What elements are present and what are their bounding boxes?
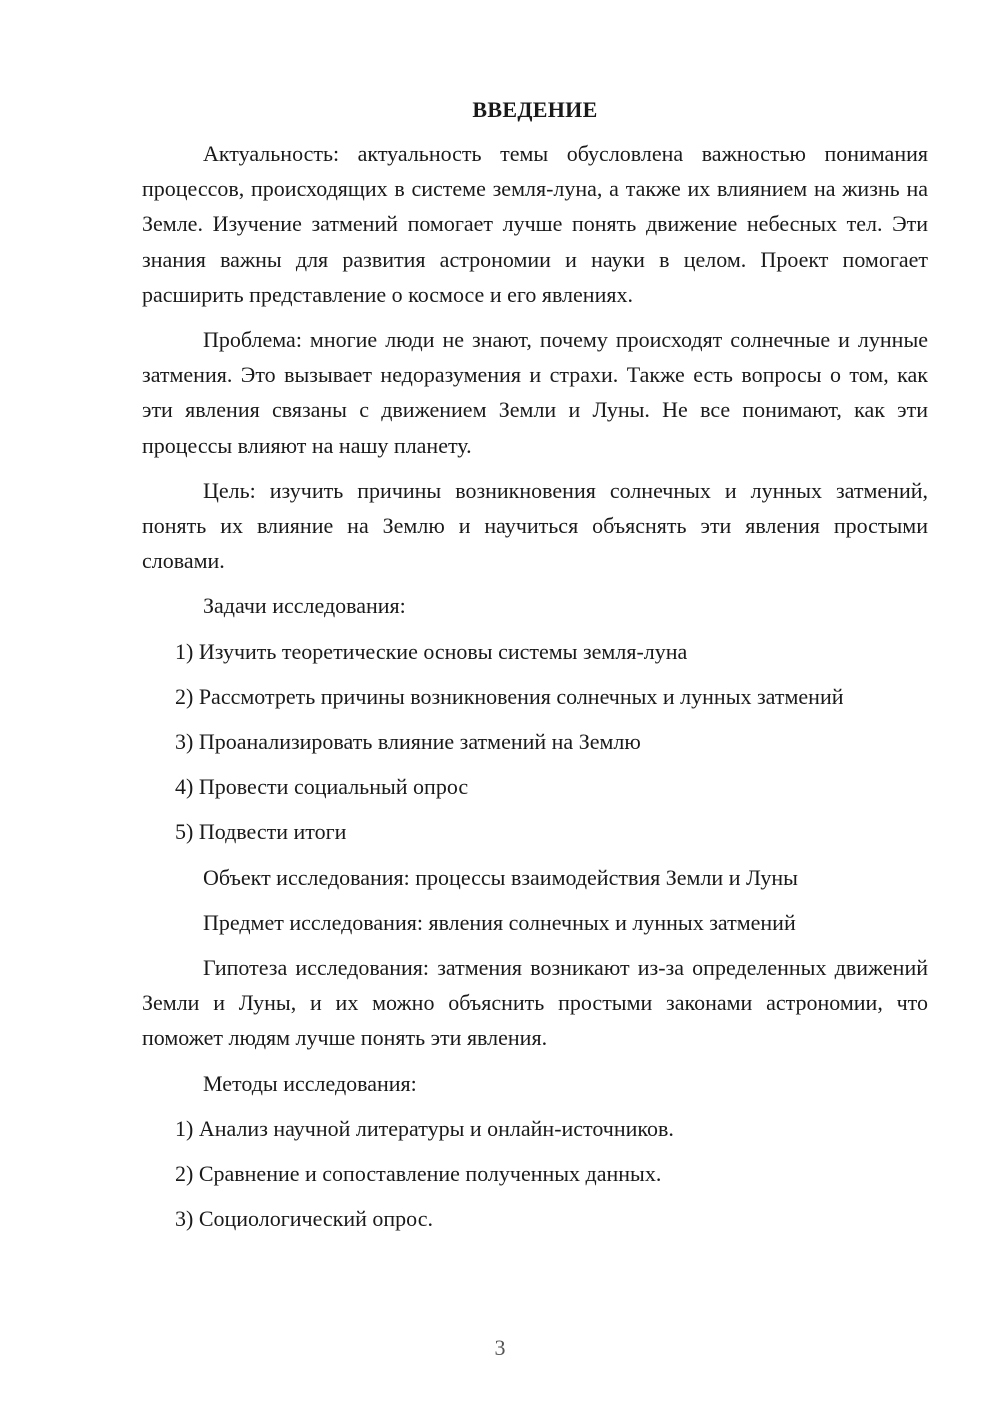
- problem-paragraph: Проблема: многие люди не знают, почему происходят солнечные и лунные затмения. Это вызывает недоразумения и страхи. Также есть вопросы о том, как эти явления связаны с движением Земли и Луны. Не все понимают, как эти процессы влияют на нашу планету.: [142, 327, 928, 458]
- relevance-paragraph: Актуальность: актуальность темы обусловлена важностью понимания процессов, происходящих в системе земля-луна, а также их влиянием на жизнь на Земле. Изучение затмений помогает лучше понять движение небесных тел. Эти знания важны для развития астрономии и науки в целом. Проект помогает расширить представление о космосе и его явлениях.: [142, 141, 928, 307]
- task-item: 5) Подвести итоги: [175, 819, 347, 845]
- page-number: 3: [494, 1335, 506, 1360]
- task-item: 2) Рассмотреть причины возникновения солнечных и лунных затмений: [175, 683, 844, 709]
- method-item: 2) Сравнение и сопоставление полученных данных.: [175, 1161, 662, 1187]
- task-item: 3) Проанализировать влияние затмений на Землю: [175, 729, 641, 755]
- methods-heading: Методы исследования:: [203, 1070, 417, 1096]
- subject-line: Предмет исследования: явления солнечных и лунных затмений: [203, 909, 796, 935]
- object-line: Объект исследования: процессы взаимодействия Земли и Луны: [203, 864, 798, 890]
- document-page: [142, 96, 928, 1246]
- goal-paragraph: Цель: изучить причины возникновения солнечных и лунных затмений, понять их влияние на Землю и научиться объяснять эти явления простыми словами.: [142, 477, 928, 574]
- hypothesis-paragraph: Гипотеза исследования: затмения возникают из-за определенных движений Земли и Луны, и их можно объяснить простыми законами астрономии, что поможет людям лучше понять эти явления.: [142, 955, 928, 1051]
- tasks-heading: Задачи исследования:: [203, 593, 406, 619]
- section-title: ВВЕДЕНИЕ: [472, 97, 598, 122]
- method-item: 1) Анализ научной литературы и онлайн-источников.: [175, 1115, 674, 1141]
- task-item: 1) Изучить теоретические основы системы земля-луна: [175, 638, 688, 664]
- method-item: 3) Социологический опрос.: [175, 1206, 433, 1232]
- tasks-list: [142, 634, 928, 850]
- methods-list: [142, 1111, 928, 1237]
- task-item: 4) Провести социальный опрос: [175, 774, 469, 800]
